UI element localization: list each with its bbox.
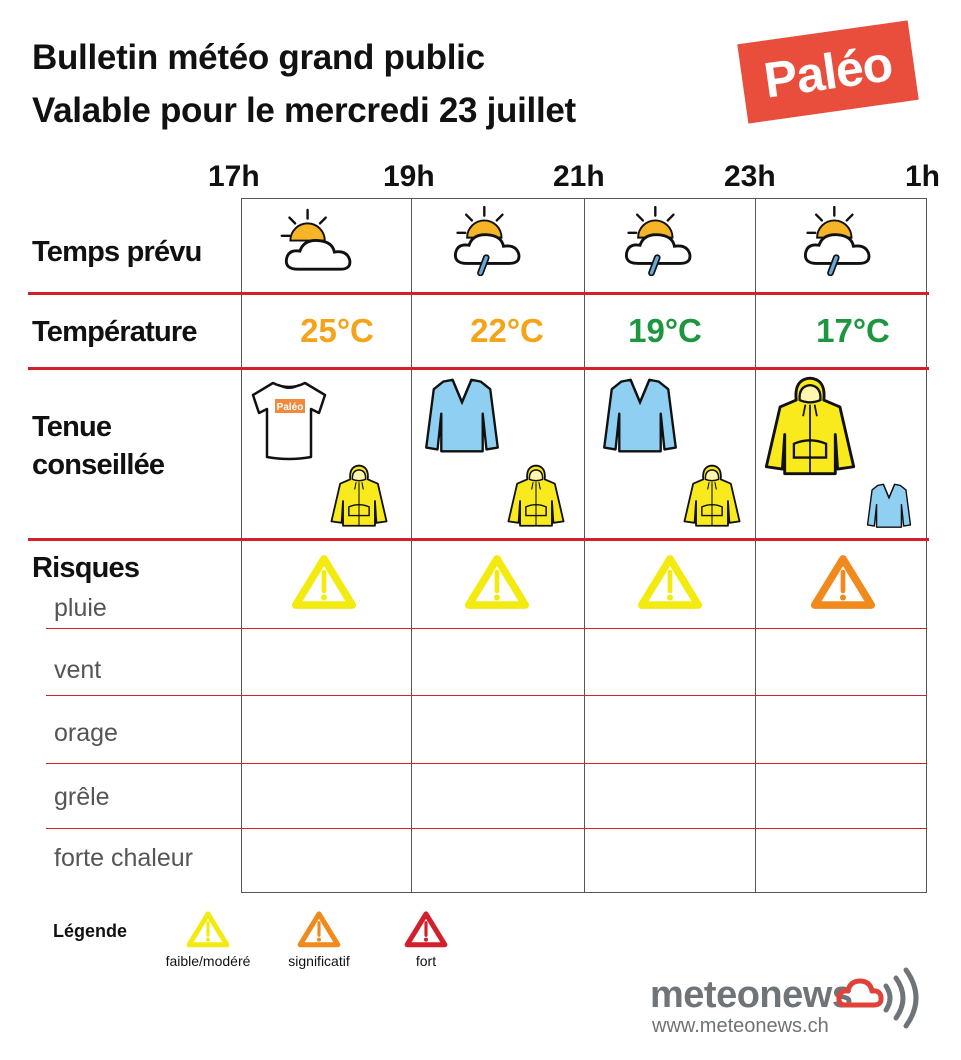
- row-label-risks: Risques: [32, 552, 140, 584]
- hour-label: 1h: [905, 160, 941, 193]
- paleo-logo: [737, 20, 918, 123]
- grid-column-divider: [755, 198, 756, 892]
- warning-low-icon: [637, 553, 703, 610]
- temperature-value: 25°C: [300, 312, 374, 349]
- temperature-value: 22°C: [470, 312, 544, 349]
- row-label-clothing-line2: conseillée: [32, 449, 165, 481]
- sun-cloud-rain-icon: [448, 204, 534, 276]
- meteonews-logo-text: meteonews: [650, 974, 853, 1016]
- risk-separator: [46, 828, 927, 829]
- paleo-logo-text: Paléo: [760, 35, 896, 109]
- sun-cloud-icon: [277, 206, 363, 278]
- risk-separator: [46, 695, 927, 696]
- page-title-line1: Bulletin météo grand public: [32, 38, 485, 77]
- risk-label-heat: forte chaleur: [54, 844, 193, 872]
- row-separator: [28, 367, 929, 370]
- legend-title: Légende: [53, 921, 128, 941]
- blue-sweater-icon: [598, 376, 682, 456]
- warning-low-icon: [291, 553, 357, 610]
- row-separator: [28, 538, 929, 541]
- hour-label: 17h: [208, 160, 260, 193]
- grid-column-divider: [584, 198, 585, 892]
- hour-label: 19h: [383, 160, 435, 193]
- legend-significant-icon: [297, 910, 341, 948]
- yellow-raincoat-icon: [683, 462, 741, 530]
- legend-significant-label: significatif: [288, 953, 350, 969]
- legend-high-icon: [404, 910, 448, 948]
- hour-label: 23h: [724, 160, 776, 193]
- blue-sweater-icon: [864, 482, 914, 530]
- risk-label-storm: orage: [54, 719, 118, 747]
- grid-column-divider: [926, 198, 927, 892]
- legend-low-icon: [186, 910, 230, 948]
- risk-label-rain: pluie: [54, 594, 107, 622]
- yellow-raincoat-icon: [330, 462, 388, 530]
- temperature-value: 17°C: [816, 312, 890, 349]
- warning-low-icon: [464, 553, 530, 610]
- legend-high-label: fort: [415, 953, 437, 969]
- temperature-value: 19°C: [628, 312, 702, 349]
- risk-separator: [46, 628, 927, 629]
- blue-sweater-icon: [420, 376, 504, 456]
- row-label-clothing-line1: Tenue: [32, 411, 112, 443]
- warning-significant-icon: [810, 553, 876, 610]
- row-label-temperature: Température: [32, 316, 197, 348]
- yellow-raincoat-icon: [764, 374, 856, 479]
- row-label-weather: Temps prévu: [32, 236, 202, 268]
- risk-label-wind: vent: [54, 656, 102, 684]
- row-separator: [28, 292, 929, 295]
- grid-column-divider: [241, 198, 242, 892]
- hour-label: 21h: [553, 160, 605, 193]
- sun-cloud-rain-icon: [619, 204, 705, 276]
- legend-low-label: faible/modéré: [165, 953, 251, 969]
- grid-bottom-border: [241, 892, 927, 893]
- risk-separator: [46, 763, 927, 764]
- page-title-line2: Valable pour le mercredi 23 juillet: [32, 91, 576, 130]
- grid-column-divider: [411, 198, 412, 892]
- meteonews-url: www.meteonews.ch: [652, 1015, 829, 1037]
- paleo-tshirt-icon: [249, 377, 329, 462]
- sun-cloud-rain-icon: [798, 204, 884, 276]
- yellow-raincoat-icon: [507, 462, 565, 530]
- meteonews-signal-icon: [878, 966, 924, 1030]
- risk-label-hail: grêle: [54, 783, 110, 811]
